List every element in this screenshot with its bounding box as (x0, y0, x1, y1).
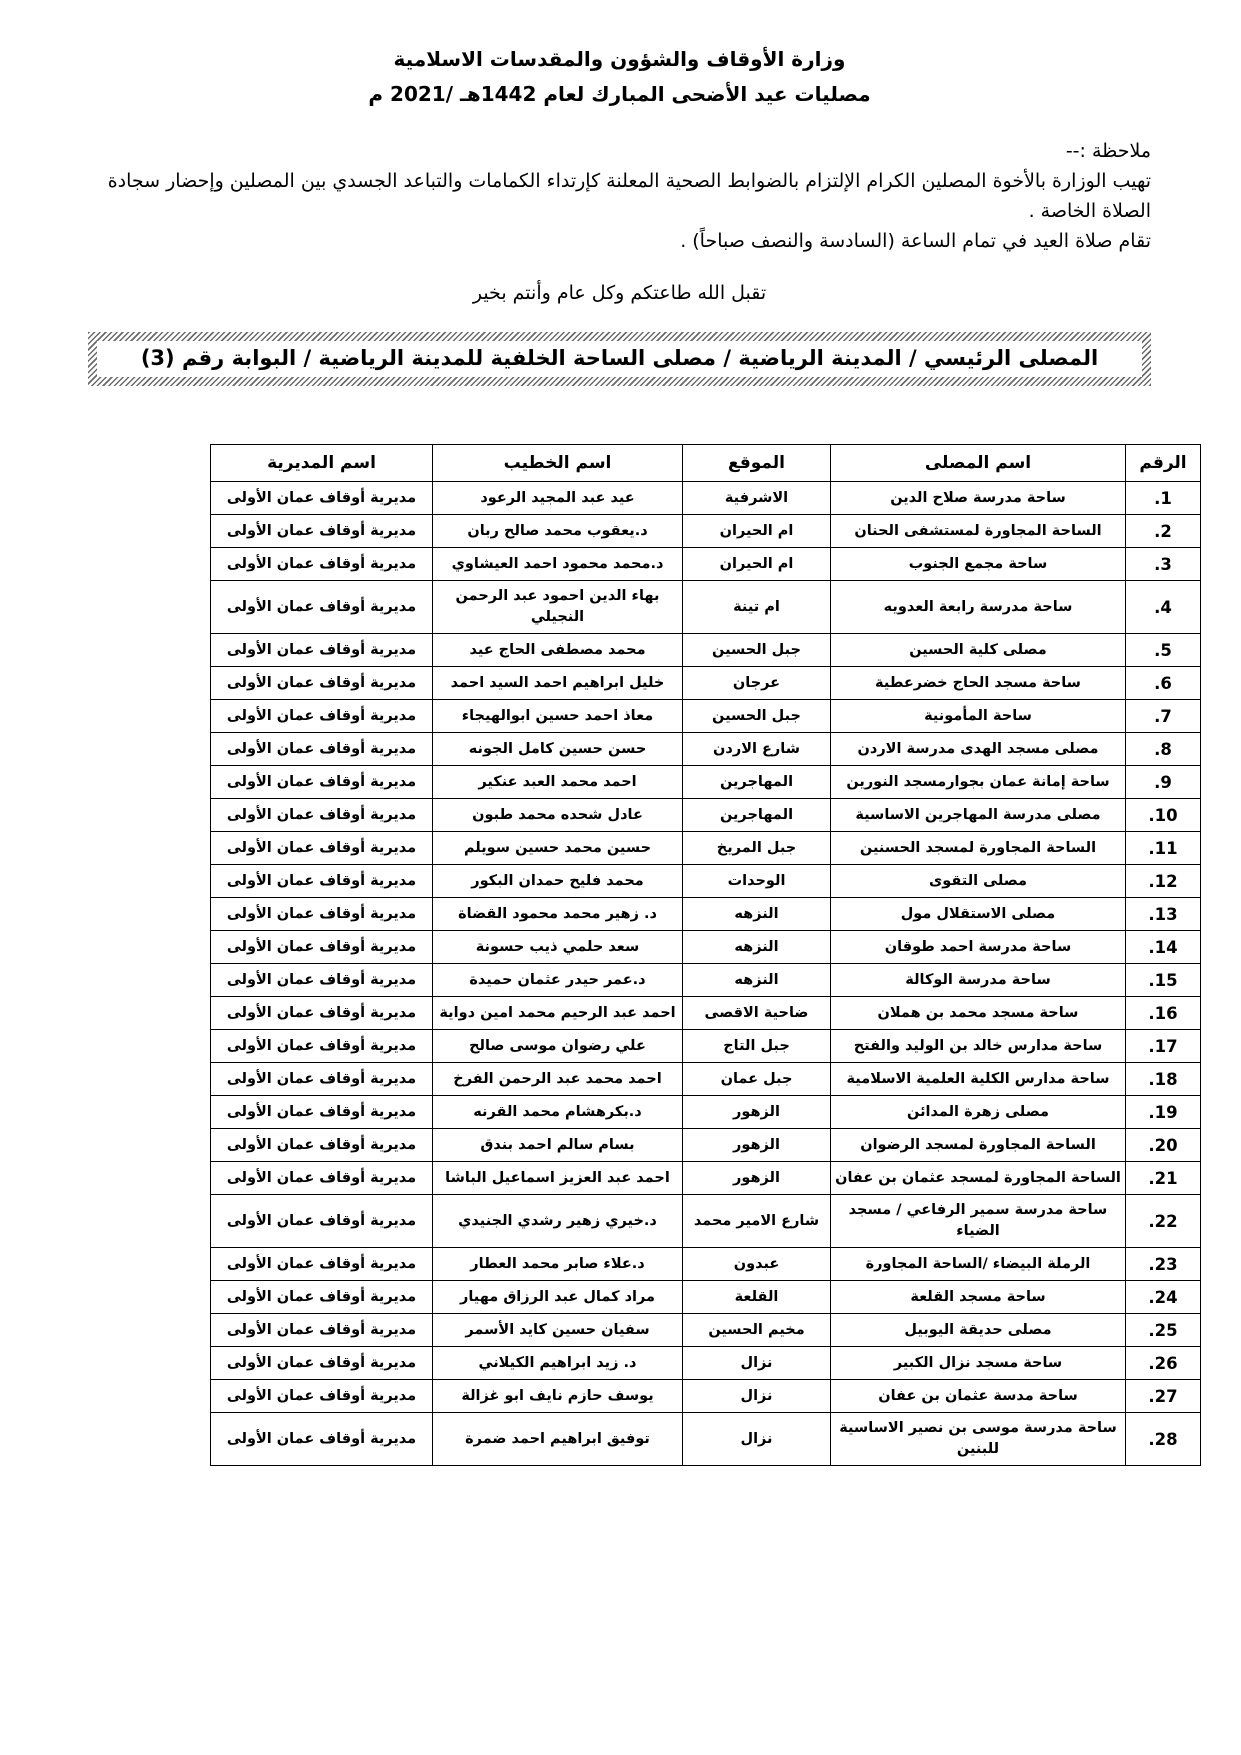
table-cell: مديرية أوقاف عمان الأولى (211, 634, 433, 667)
table-cell: مديرية أوقاف عمان الأولى (211, 1096, 433, 1129)
table-cell: مصلى التقوى (831, 865, 1126, 898)
table-cell: 25. (1126, 1314, 1201, 1347)
table-cell: ساحة مدارس خالد بن الوليد والفتح (831, 1030, 1126, 1063)
table-cell: مديرية أوقاف عمان الأولى (211, 1380, 433, 1413)
table-cell: 3. (1126, 548, 1201, 581)
table-row (211, 667, 1201, 700)
table-cell: 17. (1126, 1030, 1201, 1063)
table-cell: د.عمر حيدر عثمان حميدة (433, 964, 683, 997)
table-row (211, 634, 1201, 667)
table-cell: مديرية أوقاف عمان الأولى (211, 931, 433, 964)
table-cell: شارع الامير محمد (683, 1195, 831, 1248)
table-cell: ساحة مدسة عثمان بن عفان (831, 1380, 1126, 1413)
prayer-locations-table (210, 444, 1201, 1466)
table-cell: 1. (1126, 482, 1201, 515)
table-cell: يوسف حازم نايف ابو غزالة (433, 1380, 683, 1413)
table-cell: مصلى زهرة المدائن (831, 1096, 1126, 1129)
table-cell: ساحة مدرسة رابعة العدويه (831, 581, 1126, 634)
table-row (211, 1347, 1201, 1380)
table-cell: مديرية أوقاف عمان الأولى (211, 548, 433, 581)
table-row (211, 997, 1201, 1030)
table-cell: 19. (1126, 1096, 1201, 1129)
table-row (211, 1314, 1201, 1347)
table-cell: جبل التاج (683, 1030, 831, 1063)
table-cell: محمد فليح حمدان البكور (433, 865, 683, 898)
table-cell: مديرية أوقاف عمان الأولى (211, 667, 433, 700)
table-cell: خليل ابراهيم احمد السيد احمد (433, 667, 683, 700)
table-cell: مصلى مسجد الهدى مدرسة الاردن (831, 733, 1126, 766)
table-cell: نزال (683, 1347, 831, 1380)
table-cell: مراد كمال عبد الرزاق مهيار (433, 1281, 683, 1314)
table-row (211, 865, 1201, 898)
table-cell: 14. (1126, 931, 1201, 964)
table-cell: مديرية أوقاف عمان الأولى (211, 1248, 433, 1281)
table-cell: 22. (1126, 1195, 1201, 1248)
table-cell: مصلى كلية الحسين (831, 634, 1126, 667)
table-cell: مصلى مدرسة المهاجرين الاساسية (831, 799, 1126, 832)
table-cell: ام الحيران (683, 548, 831, 581)
table-cell: عرجان (683, 667, 831, 700)
table-cell: 23. (1126, 1248, 1201, 1281)
table-cell: حسين محمد حسين سويلم (433, 832, 683, 865)
table-cell: الزهور (683, 1129, 831, 1162)
table-row (211, 799, 1201, 832)
table-cell: احمد عبد العزيز اسماعيل الباشا (433, 1162, 683, 1195)
table-cell: ساحة مدرسة صلاح الدين (831, 482, 1126, 515)
table-body (211, 482, 1201, 1466)
table-cell: مديرية أوقاف عمان الأولى (211, 1413, 433, 1466)
table-cell: ساحة مدرسة موسى بن نصير الاساسية للبنين (831, 1413, 1126, 1466)
table-cell: 7. (1126, 700, 1201, 733)
table-cell: مديرية أوقاف عمان الأولى (211, 997, 433, 1030)
table-cell: ساحة مسجد نزال الكبير (831, 1347, 1126, 1380)
table-cell: نزال (683, 1380, 831, 1413)
table-cell: مديرية أوقاف عمان الأولى (211, 581, 433, 634)
table-cell: د.خيري زهير رشدي الجنيدي (433, 1195, 683, 1248)
table-cell: د.محمد محمود احمد العيشاوي (433, 548, 683, 581)
table-cell: 28. (1126, 1413, 1201, 1466)
table-cell: مديرية أوقاف عمان الأولى (211, 1129, 433, 1162)
table-row (211, 898, 1201, 931)
table-cell: عبدون (683, 1248, 831, 1281)
table-cell: محمد مصطفى الحاج عيد (433, 634, 683, 667)
table-cell: 9. (1126, 766, 1201, 799)
table-cell: معاذ احمد حسين ابوالهيجاء (433, 700, 683, 733)
table-row (211, 482, 1201, 515)
table-cell: مديرية أوقاف عمان الأولى (211, 1162, 433, 1195)
table-cell: النزهه (683, 931, 831, 964)
table-cell: مصلى حديقة اليوبيل (831, 1314, 1126, 1347)
table-cell: عيد عبد المجيد الرعود (433, 482, 683, 515)
table-cell: نزال (683, 1413, 831, 1466)
table-cell: سفيان حسين كايد الأسمر (433, 1314, 683, 1347)
table-cell: ساحة إمانة عمان بجوارمسجد النورين (831, 766, 1126, 799)
table-cell: القلعة (683, 1281, 831, 1314)
table-cell: حسن حسين كامل الجونه (433, 733, 683, 766)
table-row (211, 931, 1201, 964)
table-cell: ساحة مجمع الجنوب (831, 548, 1126, 581)
table-cell: الزهور (683, 1096, 831, 1129)
table-cell: مديرية أوقاف عمان الأولى (211, 482, 433, 515)
table-row (211, 548, 1201, 581)
table-cell: النزهه (683, 964, 831, 997)
table-cell: 11. (1126, 832, 1201, 865)
table-cell: الرملة البيضاء /الساحة المجاورة (831, 1248, 1126, 1281)
table-row (211, 1129, 1201, 1162)
document-title: وزارة الأوقاف والشؤون والمقدسات الاسلامية (393, 47, 846, 71)
table-cell: مديرية أوقاف عمان الأولى (211, 964, 433, 997)
table-row (211, 1096, 1201, 1129)
table-cell: 20. (1126, 1129, 1201, 1162)
table-cell: 2. (1126, 515, 1201, 548)
table-cell: احمد محمد عبد الرحمن الفرخ (433, 1063, 683, 1096)
table-cell: د.علاء صابر محمد العطار (433, 1248, 683, 1281)
table-cell: ام تينة (683, 581, 831, 634)
table-row (211, 1030, 1201, 1063)
table-row (211, 964, 1201, 997)
table-cell: د. زيد ابراهيم الكيلاني (433, 1347, 683, 1380)
table-cell: مخيم الحسين (683, 1314, 831, 1347)
table-cell: مديرية أوقاف عمان الأولى (211, 1063, 433, 1096)
table-cell: ساحة المأمونية (831, 700, 1126, 733)
table-cell: د. زهير محمد محمود القضاة (433, 898, 683, 931)
table-row (211, 1248, 1201, 1281)
table-cell: 13. (1126, 898, 1201, 931)
table-cell: 15. (1126, 964, 1201, 997)
table-cell: 4. (1126, 581, 1201, 634)
table-row (211, 1063, 1201, 1096)
table-cell: بهاء الدين احمود عبد الرحمن النجيلي (433, 581, 683, 634)
table-cell: 8. (1126, 733, 1201, 766)
table-cell: احمد محمد العبد عنكير (433, 766, 683, 799)
column-header-2: الموقع (683, 445, 831, 482)
table-cell: المهاجرين (683, 799, 831, 832)
table-cell: جبل الحسين (683, 634, 831, 667)
table-cell: ساحة مدرسة احمد طوقان (831, 931, 1126, 964)
table-cell: الساحة المجاورة لمسجد الرضوان (831, 1129, 1126, 1162)
table-cell: الوحدات (683, 865, 831, 898)
table-cell: ساحة مدارس الكلية العلمية الاسلامية (831, 1063, 1126, 1096)
table-cell: ام الحيران (683, 515, 831, 548)
table-cell: 12. (1126, 865, 1201, 898)
table-cell: د.بكرهشام محمد القرنه (433, 1096, 683, 1129)
table-row (211, 515, 1201, 548)
greeting-text: تقبل الله طاعتكم وكل عام وأنتم بخير (472, 282, 767, 304)
table-cell: مديرية أوقاف عمان الأولى (211, 898, 433, 931)
column-header-1: اسم المصلى (831, 445, 1126, 482)
table-cell: علي رضوان موسى صالح (433, 1030, 683, 1063)
table-cell: المهاجرين (683, 766, 831, 799)
table-cell: ساحة مسجد الحاج خضرعطية (831, 667, 1126, 700)
table-cell: مصلى الاستقلال مول (831, 898, 1126, 931)
table-cell: مديرية أوقاف عمان الأولى (211, 766, 433, 799)
table-cell: 16. (1126, 997, 1201, 1030)
table-row (211, 1413, 1201, 1466)
table-cell: الساحة المجاورة لمسجد الحسنين (831, 832, 1126, 865)
table-cell: مديرية أوقاف عمان الأولى (211, 700, 433, 733)
table-cell: مديرية أوقاف عمان الأولى (211, 1030, 433, 1063)
banner-text: المصلى الرئيسي / المدينة الرياضية / مصلى الساحة الخلفية للمدينة الرياضية / البوابة رقم (3) (97, 341, 1142, 377)
table-cell: احمد عبد الرحيم محمد امين دواية (433, 997, 683, 1030)
table-cell: ساحة مسجد محمد بن هملان (831, 997, 1126, 1030)
table-cell: ضاحية الاقصى (683, 997, 831, 1030)
table-cell: الساحة المجاورة لمسجد عثمان بن عفان (831, 1162, 1126, 1195)
note-time: تقام صلاة العيد في تمام الساعة (السادسة والنصف صباحاً) . (680, 230, 1151, 252)
table-row (211, 700, 1201, 733)
table-cell: مديرية أوقاف عمان الأولى (211, 832, 433, 865)
table-row (211, 1162, 1201, 1195)
table-cell: 27. (1126, 1380, 1201, 1413)
table-row (211, 766, 1201, 799)
document-content (0, 0, 1241, 386)
table-cell: مديرية أوقاف عمان الأولى (211, 1281, 433, 1314)
table-cell: الساحة المجاورة لمستشفى الحنان (831, 515, 1126, 548)
note-body: تهيب الوزارة بالأخوة المصلين الكرام الإلتزام بالضوابط الصحية المعلنة كإرتداء الكمامات والتباعد الجسدي بين المصلين وإحضار سجادة الصلاة الخاصة . (107, 170, 1151, 222)
column-header-4: اسم المديرية (211, 445, 433, 482)
table-cell: مديرية أوقاف عمان الأولى (211, 1314, 433, 1347)
column-header-3: اسم الخطيب (433, 445, 683, 482)
table-row (211, 832, 1201, 865)
table-cell: جبل المريخ (683, 832, 831, 865)
table-cell: جبل عمان (683, 1063, 831, 1096)
table-cell: عادل شحده محمد طبون (433, 799, 683, 832)
table-cell: مديرية أوقاف عمان الأولى (211, 799, 433, 832)
table-header-row (211, 445, 1201, 482)
document-subtitle: مصليات عيد الأضحى المبارك لعام 1442هـ /2021 م (368, 82, 871, 106)
table-cell: 5. (1126, 634, 1201, 667)
banner-box (88, 332, 1151, 386)
table-row (211, 1281, 1201, 1314)
table-cell: شارع الاردن (683, 733, 831, 766)
table-cell: مديرية أوقاف عمان الأولى (211, 733, 433, 766)
column-header-0: الرقم (1126, 445, 1201, 482)
note-label: ملاحظة :-- (1065, 140, 1151, 162)
table-cell: الزهور (683, 1162, 831, 1195)
table-cell: 6. (1126, 667, 1201, 700)
table-cell: 10. (1126, 799, 1201, 832)
table-cell: 21. (1126, 1162, 1201, 1195)
table-cell: 24. (1126, 1281, 1201, 1314)
table-cell: جبل الحسين (683, 700, 831, 733)
table-cell: مديرية أوقاف عمان الأولى (211, 515, 433, 548)
table-cell: النزهه (683, 898, 831, 931)
table-cell: بسام سالم احمد بندق (433, 1129, 683, 1162)
table-row (211, 733, 1201, 766)
table-row (211, 581, 1201, 634)
table-cell: توفيق ابراهيم احمد ضمرة (433, 1413, 683, 1466)
table-cell: د.يعقوب محمد صالح ربان (433, 515, 683, 548)
table-cell: 26. (1126, 1347, 1201, 1380)
table-cell: مديرية أوقاف عمان الأولى (211, 1195, 433, 1248)
table-cell: مديرية أوقاف عمان الأولى (211, 865, 433, 898)
table-row (211, 1195, 1201, 1248)
table-cell: مديرية أوقاف عمان الأولى (211, 1347, 433, 1380)
table-cell: ساحة مدرسة الوكالة (831, 964, 1126, 997)
table-cell: 18. (1126, 1063, 1201, 1096)
table-cell: ساحة مدرسة سمير الرفاعي / مسجد الضياء (831, 1195, 1126, 1248)
table-cell: ساحة مسجد القلعة (831, 1281, 1126, 1314)
table-cell: الاشرفية (683, 482, 831, 515)
table-row (211, 1380, 1201, 1413)
table-cell: سعد حلمي ذيب حسونة (433, 931, 683, 964)
